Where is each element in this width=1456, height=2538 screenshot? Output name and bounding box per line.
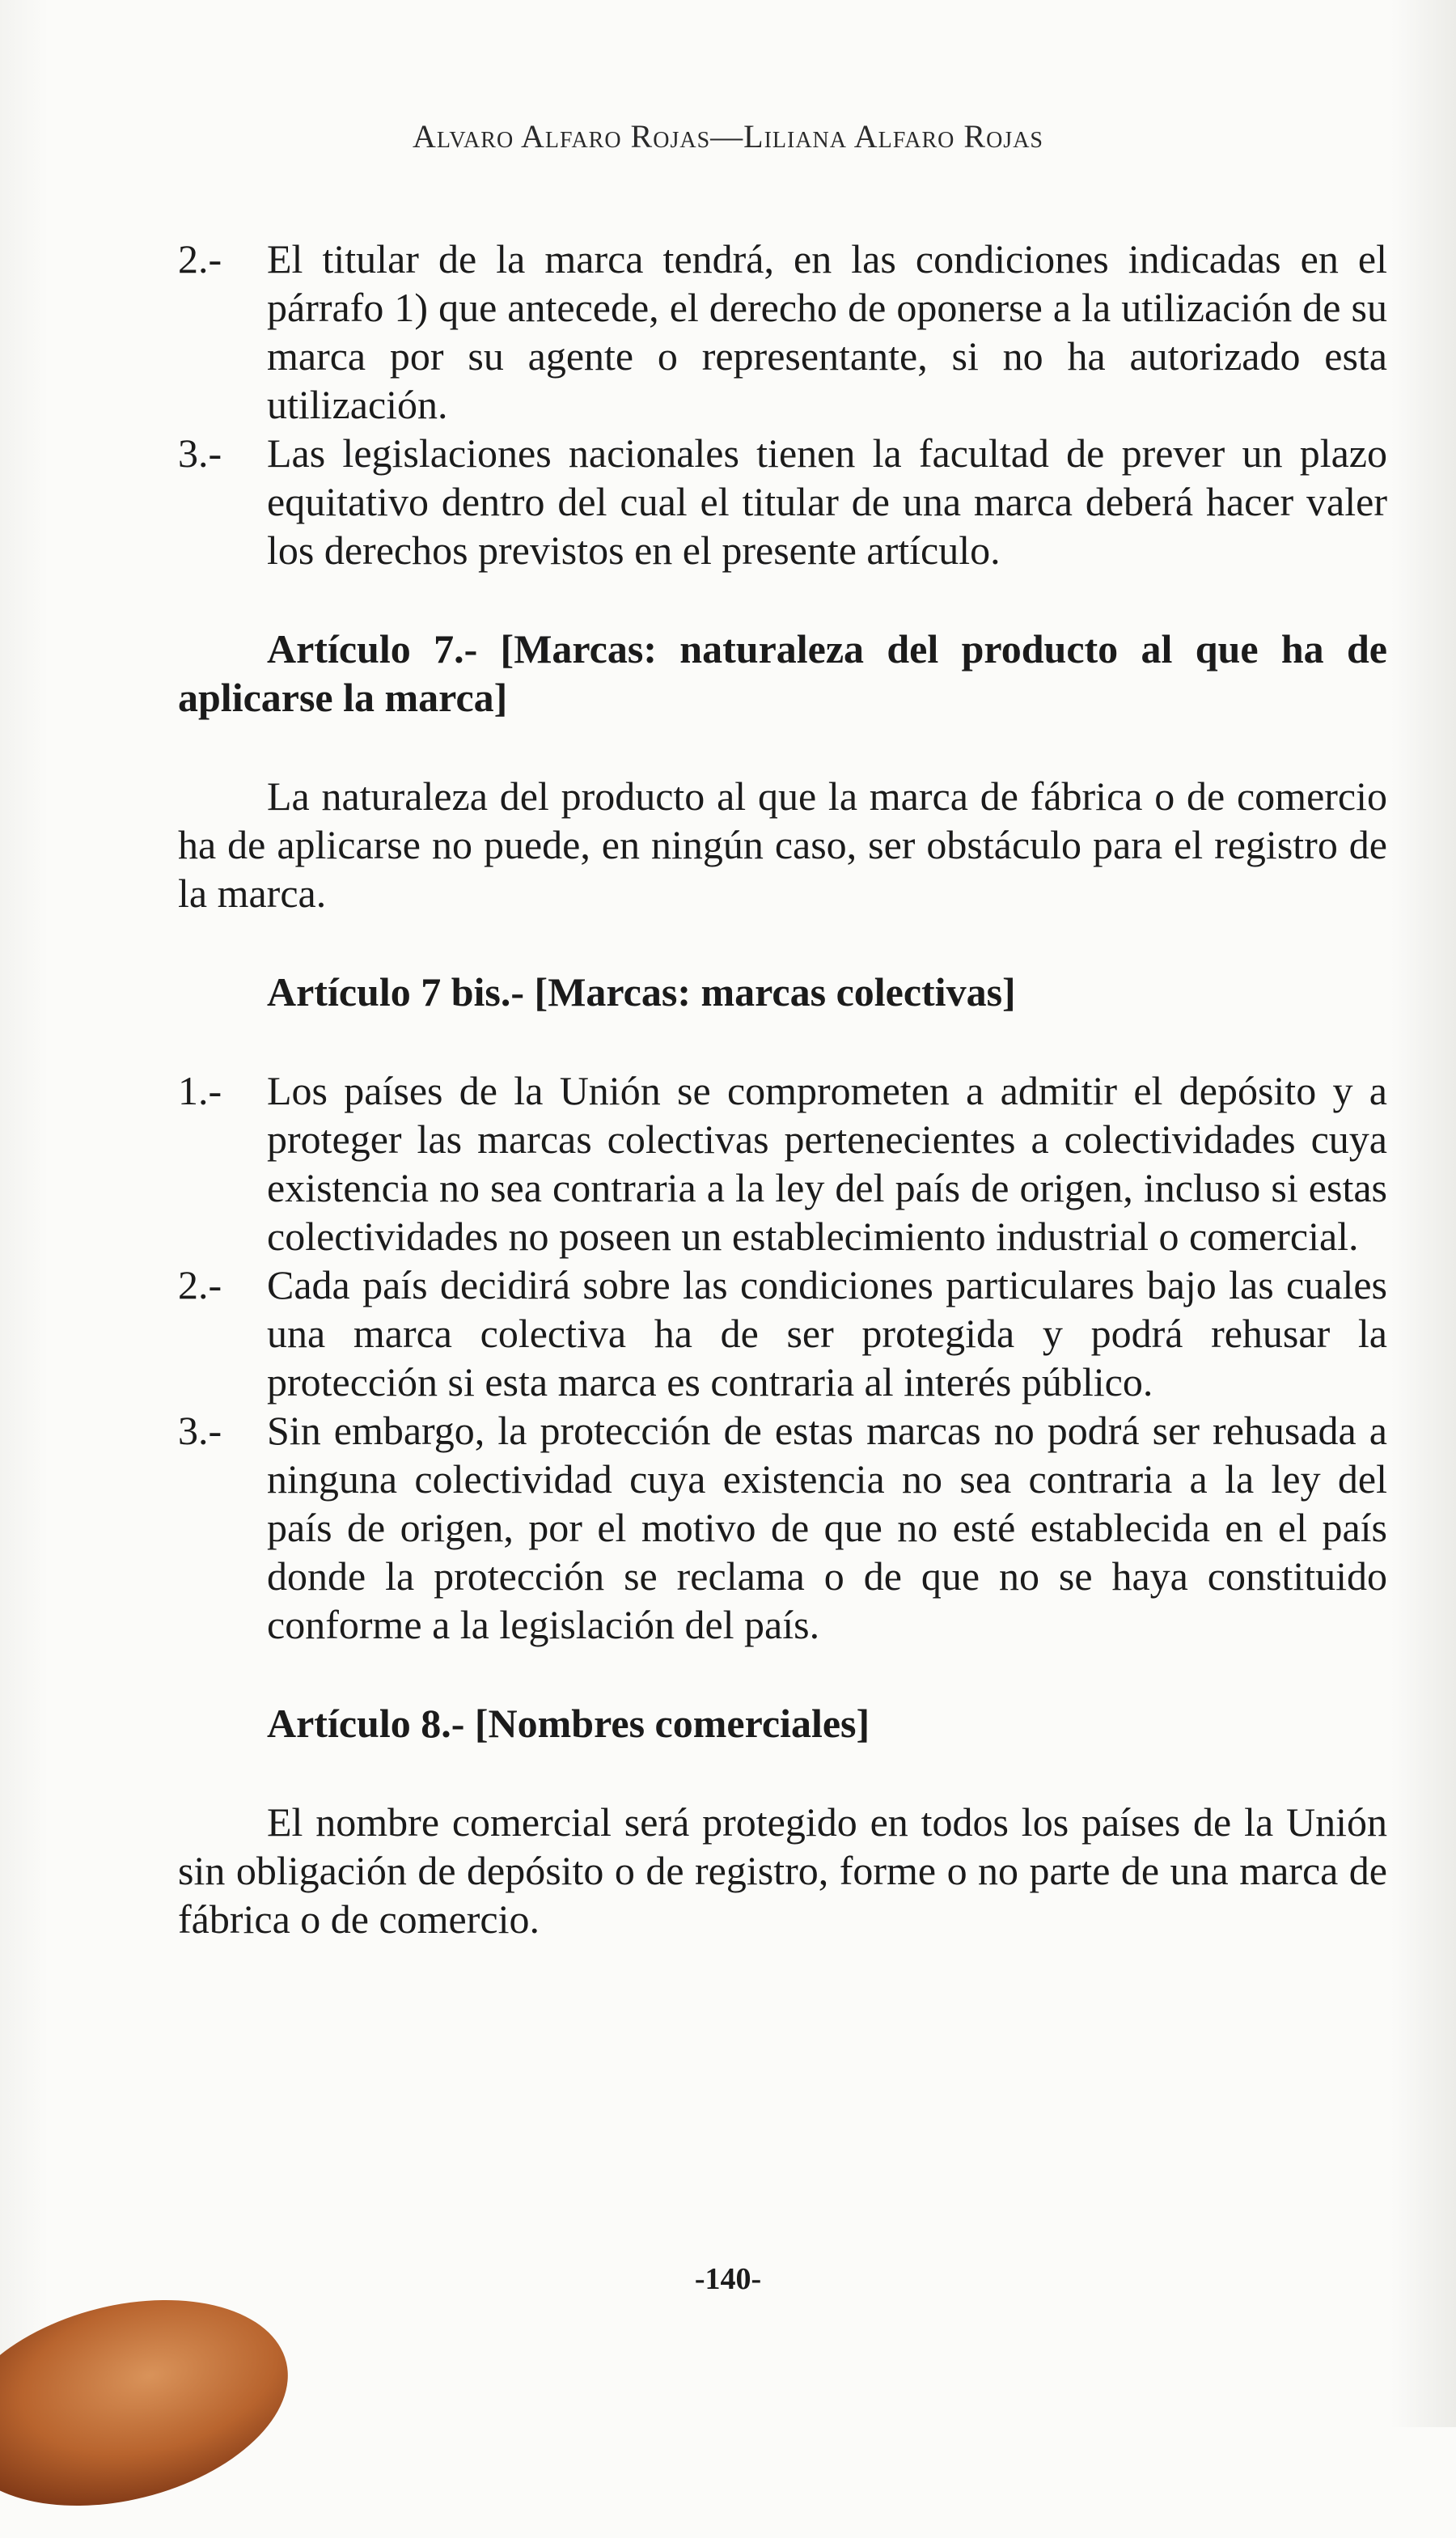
list-item [178,1261,1387,1406]
list-item-text: El titular de la marca tendrá, en las condiciones indicadas en el párrafo 1) que antecede, el derecho de oponerse a la utilización de su marca por su agente o representante, si no ha autorizado esta utilización. [267,236,1387,427]
running-head: Alvaro Alfaro Rojas—Liliana Alfaro Rojas [413,118,1043,155]
thumb-photo-artifact [0,2268,310,2538]
article-8-body: El nombre comercial será protegido en todos los países de la Unión sin obligación de depósito o de registro, forme o no parte de una marca de fábrica o de comercio. [178,1799,1387,1942]
list-item [178,429,1387,574]
list-item-text: Las legislaciones nacionales tienen la facultad de prever un plazo equitativo dentro del cual el titular de una marca deberá hacer valer los derechos previstos en el presente artículo. [267,430,1387,573]
article-7-heading: Artículo 7.- [Marcas: naturaleza del producto al que ha de aplicarse la marca] [178,626,1387,720]
article-6septies-list [178,235,1387,574]
list-item-number: 3.- [178,430,222,476]
article-7bis-heading: Artículo 7 bis.- [Marcas: marcas colectivas] [267,969,1016,1015]
article-7-body: La naturaleza del producto al que la marca de fábrica o de comercio ha de aplicarse no puede, en ningún caso, ser obstáculo para el registro de la marca. [178,773,1387,916]
list-item [178,1066,1387,1261]
list-item [178,235,1387,429]
list-item-number: 3.- [178,1408,222,1453]
list-item [178,1406,1387,1649]
page-number: -140- [694,2262,762,2296]
article-8-heading: Artículo 8.- [Nombres comerciales] [267,1701,870,1746]
list-item-number: 1.- [178,1068,222,1113]
list-item-number: 2.- [178,236,222,282]
article-7bis-list [178,1066,1387,1649]
page-content [178,235,1387,1943]
list-item-text: Cada país decidirá sobre las condiciones particulares bajo las cuales una marca colectiva ha de ser protegida y podrá rehusar la protección si esta marca es contraria al interés público. [267,1262,1387,1405]
list-item-number: 2.- [178,1262,222,1307]
list-item-text: Sin embargo, la protección de estas marcas no podrá ser rehusada a ninguna colectividad cuya existencia no sea contraria a la ley del país de origen, por el motivo de que no esté establecida en el país donde la protección se reclama o de que no se haya constituido conforme a la legislación del país. [267,1408,1387,1647]
list-item-text: Los países de la Unión se comprometen a admitir el depósito y a proteger las marcas colectivas pertenecientes a colectividades cuya existencia no sea contraria a la ley del país de origen, incluso si estas colectividades no poseen un establecimiento industrial o comercial. [267,1068,1387,1259]
